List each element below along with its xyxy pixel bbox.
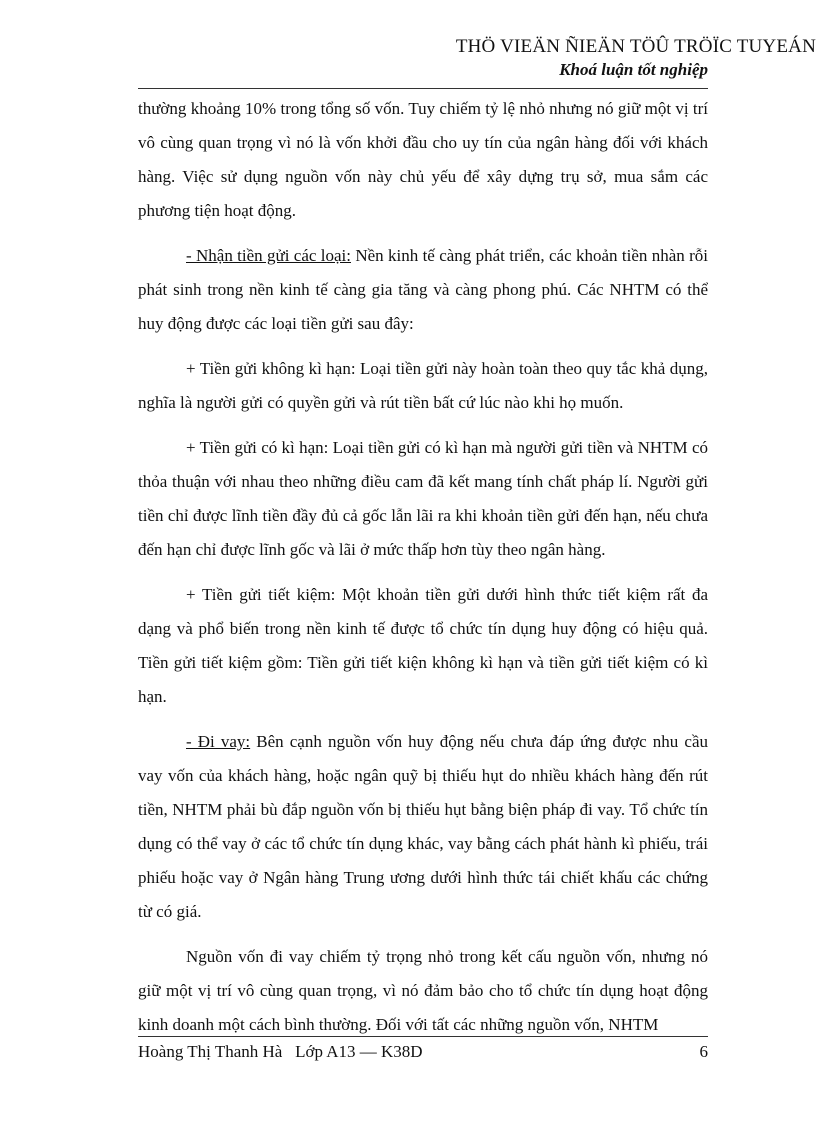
paragraph-6 <box>138 725 708 929</box>
footer-author: Hoàng Thị Thanh Hà Lớp A13 — K38D <box>138 1042 423 1061</box>
page-number: 6 <box>699 1042 708 1061</box>
header-subtitle: Khoá luận tốt nghiệp <box>559 60 708 79</box>
page-footer <box>138 1042 708 1062</box>
header-divider <box>138 88 708 89</box>
section-heading-deposits: - Nhận tiền gửi các loại: <box>186 246 351 265</box>
header-title: THÖ VIEÄN ÑIEÄN TÖÛ TRÖÏC TUYEÁN <box>455 36 816 57</box>
paragraph-3: + Tiền gửi không kì hạn: Loại tiền gửi này hoàn toàn theo quy tắc khả dụng, nghĩa là người gửi có quyền gửi và rút tiền bất cứ lúc nào khi họ muốn. <box>138 359 708 412</box>
document-body <box>138 92 708 1053</box>
footer-divider <box>138 1036 708 1037</box>
paragraph-2 <box>138 239 708 341</box>
paragraph-6-text: Bên cạnh nguồn vốn huy động nếu chưa đáp ứng được nhu cầu vay vốn của khách hàng, hoặc ngân quỹ bị thiếu hụt do nhiều khách hàng đến rút tiền, NHTM phải bù đắp nguồn vốn bị thiếu hụt bằng biện pháp đi vay. Tổ chức tín dụng có thể vay ở các tổ chức tín dụng khác, vay bằng cách phát hành kì phiếu, trái phiếu hoặc vay ở Ngân hàng Trung ương dưới hình thức tái chiết khấu các chứng từ có giá. <box>138 732 708 921</box>
paragraph-5: + Tiền gửi tiết kiệm: Một khoản tiền gửi dưới hình thức tiết kiệm rất đa dạng và phổ biến trong nền kinh tế được tổ chức tín dụng huy động có hiệu quả. Tiền gửi tiết kiệm gồm: Tiền gửi tiết kiện không kì hạn và tiền gửi tiết kiệm có kì hạn. <box>138 585 708 706</box>
paragraph-2-text: Nền kinh tế càng phát triển, các khoản tiền nhàn rỗi phát sinh trong nền kinh tế càng gia tăng và càng phong phú. Các NHTM có thể huy động được các loại tiền gửi sau đây: <box>138 246 708 333</box>
paragraph-7: Nguồn vốn đi vay chiếm tỷ trọng nhỏ trong kết cấu nguồn vốn, nhưng nó giữ một vị trí vô cùng quan trọng, vì nó đảm bảo cho tổ chức tín dụng hoạt động kinh doanh một cách bình thường. Đối với tất các những nguồn vốn, NHTM <box>138 947 708 1034</box>
paragraph-4: + Tiền gửi có kì hạn: Loại tiền gửi có kì hạn mà người gửi tiền và NHTM có thỏa thuận với nhau theo những điều cam đã kết mang tính chất pháp lí. Người gửi tiền chỉ được lĩnh tiền đầy đủ cả gốc lẫn lãi ra khi khoản tiền gửi đến hạn, nếu chưa đến hạn chỉ được lĩnh gốc và lãi ở mức thấp hơn tùy theo ngân hàng. <box>138 438 708 559</box>
paragraph-1: thường khoảng 10% trong tổng số vốn. Tuy chiếm tỷ lệ nhỏ nhưng nó giữ một vị trí vô cùng quan trọng vì nó là vốn khởi đầu cho uy tín của ngân hàng đối với khách hàng. Việc sử dụng nguồn vốn này chủ yếu để xây dựng trụ sở, mua sắm các phương tiện hoạt động. <box>138 99 708 220</box>
section-heading-borrowing: - Đi vay: <box>186 732 251 751</box>
